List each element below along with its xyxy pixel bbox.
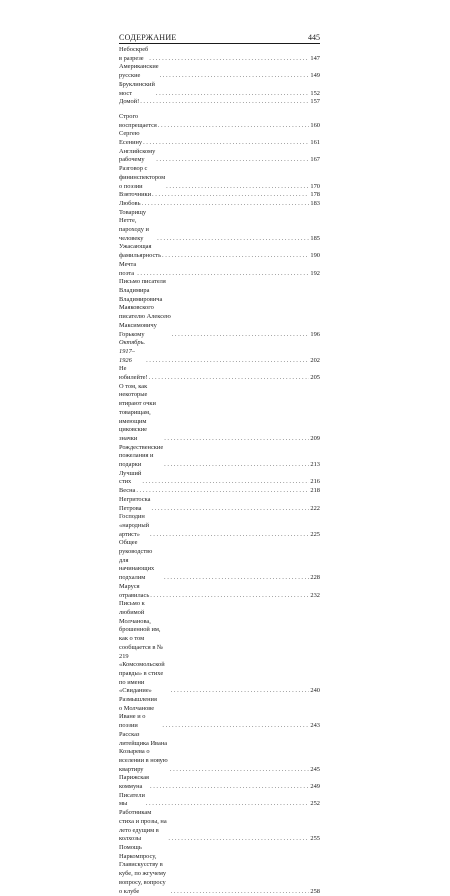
toc-entry-title: Небоскреб в разрезе: [119, 46, 148, 63]
toc-entry-page: 178: [310, 191, 320, 200]
dot-leader: [142, 478, 309, 487]
toc-entry-title: Парижская коммуна: [119, 774, 149, 791]
toc-entry: [119, 130, 320, 147]
toc-entry-page: 258: [310, 888, 320, 896]
toc-entry: [119, 278, 320, 339]
toc-entry: [119, 148, 320, 165]
dot-leader: [152, 191, 309, 200]
toc-entry-page: 228: [310, 574, 320, 583]
toc-entry-title: Негритоска Петрова: [119, 496, 150, 513]
toc-entry-title: Разговор с фининспектором о поэзии: [119, 165, 165, 191]
toc-entry: [119, 98, 320, 107]
toc-entry-page: 232: [310, 592, 320, 601]
toc-entry: [119, 600, 320, 696]
toc-entry-title: Письмо писателя Владимира Владимировича Маяковского писателю Алексею Максимовичу Горькому: [119, 278, 171, 339]
toc-entry-page: 183: [310, 200, 320, 209]
dot-leader: [166, 183, 309, 192]
toc-entry-page: 243: [310, 722, 320, 731]
dot-leader: [149, 55, 309, 64]
toc-entry-title: Размышления о Молчанове Иване и о поэзии: [119, 696, 161, 731]
dot-leader: [142, 200, 310, 209]
toc-entry-title: Работникам стиха и прозы, на лето едущим в колхозы: [119, 809, 167, 844]
toc-entry-page: 252: [310, 800, 320, 809]
toc-entry: [119, 444, 320, 470]
table-of-contents: [119, 46, 320, 896]
toc-entry-title: Английскому рабочему: [119, 148, 155, 165]
toc-entry: [119, 165, 320, 191]
toc-entry: [119, 696, 320, 731]
dot-leader: [150, 592, 309, 601]
dot-leader: [164, 435, 309, 444]
toc-entry-page: 245: [310, 766, 320, 775]
toc-entry-page: 225: [310, 531, 320, 540]
dot-leader: [149, 374, 310, 383]
toc-entry: [119, 513, 320, 539]
toc-entry-page: 216: [310, 478, 320, 487]
dot-leader: [162, 722, 309, 731]
toc-entry: [119, 46, 320, 63]
toc-entry: [119, 339, 320, 365]
header-rule: [119, 43, 320, 44]
toc-entry-title: Рассказ литейщика Ивана Козырева о вселении в новую квартиру: [119, 731, 169, 775]
toc-entry-page: 167: [310, 156, 320, 165]
toc-entry-title: Взяточники: [119, 191, 151, 200]
dot-leader: [172, 331, 310, 340]
toc-entry: [119, 844, 320, 896]
toc-entry-title: О том, как некоторые втирают очки товарищам, имеющим циковские значки: [119, 383, 163, 444]
toc-group: [119, 46, 320, 107]
toc-entry: [119, 113, 320, 130]
toc-entry-page: 240: [310, 687, 320, 696]
toc-entry-page: 149: [310, 72, 320, 81]
toc-entry: [119, 81, 320, 98]
toc-entry-page: 161: [310, 139, 320, 148]
toc-entry-page: 222: [310, 505, 320, 514]
dot-leader: [146, 357, 309, 366]
toc-entry-page: 249: [310, 783, 320, 792]
toc-entry-title: Строго воспрещается: [119, 113, 157, 130]
toc-entry: [119, 792, 320, 809]
toc-entry-page: 205: [310, 374, 320, 383]
toc-entry-page: 209: [310, 435, 320, 444]
toc-entry-page: 160: [310, 122, 320, 131]
toc-entry-title: Бруклинский мост: [119, 81, 155, 98]
toc-entry-page: 255: [310, 835, 320, 844]
dot-leader: [143, 139, 309, 148]
toc-entry: [119, 365, 320, 382]
toc-entry: [119, 209, 320, 244]
toc-entry-page: 185: [310, 235, 320, 244]
page-title: СОДЕРЖАНИЕ: [119, 33, 177, 43]
toc-entry-title: Ужасающая фамильярность: [119, 243, 161, 260]
dot-leader: [136, 487, 309, 496]
toc-entry-title: Писатели мы: [119, 792, 145, 809]
toc-entry: [119, 496, 320, 513]
toc-entry: [119, 261, 320, 278]
dot-leader: [156, 156, 309, 165]
toc-entry-title: Лучший стих: [119, 470, 141, 487]
toc-entry: [119, 200, 320, 209]
toc-entry-title: Общее руководство для начинающих подхалим: [119, 539, 163, 583]
dot-leader: [162, 252, 309, 261]
toc-entry: [119, 774, 320, 791]
toc-entry-page: 196: [310, 331, 320, 340]
toc-entry-title: Товарищу Нетте, пароходу и человеку: [119, 209, 156, 244]
toc-entry-page: 218: [310, 487, 320, 496]
toc-entry: [119, 539, 320, 583]
toc-entry-page: 157: [310, 98, 320, 107]
dot-leader: [151, 505, 309, 514]
dot-leader: [164, 461, 309, 470]
dot-leader: [170, 766, 310, 775]
toc-entry-page: 192: [310, 270, 320, 279]
toc-entry-title: Маруся отравилась: [119, 583, 149, 600]
toc-entry-page: 152: [310, 90, 320, 99]
toc-entry-page: 170: [310, 183, 320, 192]
dot-leader: [157, 235, 309, 244]
dot-leader: [158, 122, 310, 131]
toc-entry: [119, 63, 320, 80]
toc-entry: [119, 583, 320, 600]
toc-entry-title: Американские русские: [119, 63, 159, 80]
toc-entry-page: 213: [310, 461, 320, 470]
toc-entry-page: 202: [310, 357, 320, 366]
dot-leader: [171, 888, 310, 896]
toc-entry-title: Весна: [119, 487, 135, 496]
toc-entry: [119, 809, 320, 844]
toc-entry-page: 190: [310, 252, 320, 261]
dot-leader: [168, 835, 309, 844]
toc-entry: [119, 731, 320, 775]
toc-entry-title: Рождественские пожелания и подарки: [119, 444, 163, 470]
dot-leader: [160, 72, 310, 81]
toc-entry-title: Господин «народный артист»: [119, 513, 149, 539]
toc-entry-title: Письмо к любимой Молчанова, брошенной им, как о том сообщается в № 219 «Комсомольской правды» в стихе по имени «Свидание»: [119, 600, 170, 696]
dot-leader: [164, 574, 309, 583]
dot-leader: [150, 531, 309, 540]
toc-entry-page: 147: [310, 55, 320, 64]
toc-entry-title: Сергею Есенину: [119, 130, 142, 147]
dot-leader: [150, 783, 309, 792]
dot-leader: [137, 270, 309, 279]
dot-leader: [156, 90, 310, 99]
toc-entry: [119, 383, 320, 444]
toc-entry-title: Домой!: [119, 98, 139, 107]
toc-entry: [119, 487, 320, 496]
toc-entry: [119, 470, 320, 487]
page-number: 445: [308, 33, 320, 43]
toc-entry-title: Мечта поэта: [119, 261, 136, 278]
toc-entry: [119, 191, 320, 200]
toc-entry: [119, 243, 320, 260]
dot-leader: [140, 98, 309, 107]
toc-entry-title: Не юбилейте!: [119, 365, 148, 382]
dot-leader: [171, 687, 310, 696]
toc-entry-title: Октябрь. 1917–1926: [119, 339, 145, 365]
toc-group: [119, 113, 320, 896]
toc-entry-title: Помощь Наркомпросу, Главискусству в кубе, по жгучему вопросу, вопросу о клубе: [119, 844, 170, 896]
dot-leader: [146, 800, 310, 809]
toc-entry-title: Любовь: [119, 200, 141, 209]
